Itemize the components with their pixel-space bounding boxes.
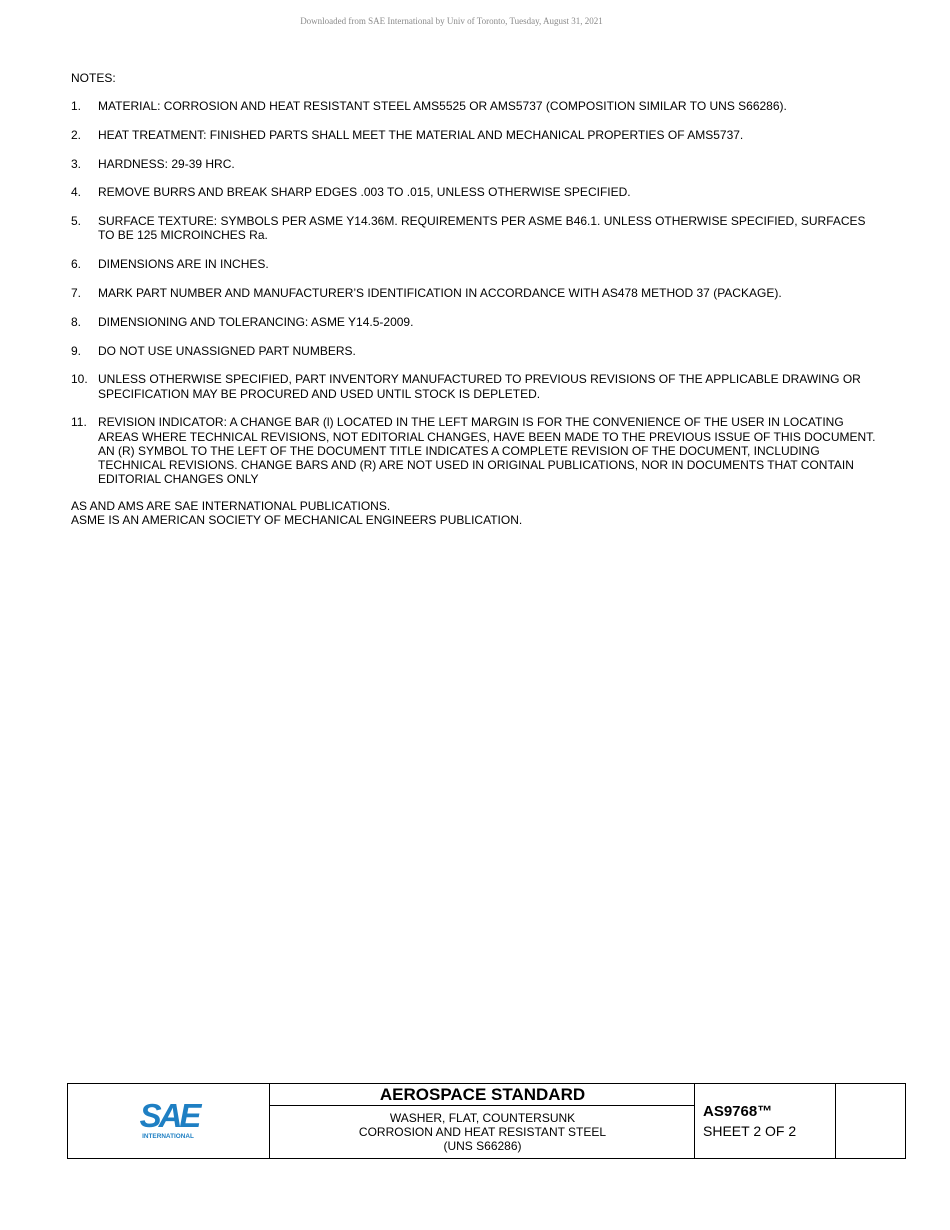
note-number: 9. bbox=[71, 343, 82, 358]
note-item bbox=[71, 128, 881, 142]
publication-notes bbox=[71, 499, 522, 527]
note-number: 5. bbox=[71, 214, 82, 229]
note-number: 8. bbox=[71, 314, 82, 329]
part-description bbox=[270, 1111, 695, 1153]
note-text: HEAT TREATMENT: FINISHED PARTS SHALL MEET THE MATERIAL AND MECHANICAL PROPERTIES OF AMS5737. bbox=[98, 127, 744, 142]
sae-logo bbox=[136, 1098, 206, 1142]
note-number: 6. bbox=[71, 257, 82, 272]
note-number: 1. bbox=[71, 99, 82, 113]
document-id: AS9768™ bbox=[703, 1103, 773, 1120]
note-number: 4. bbox=[71, 185, 82, 200]
note-item bbox=[71, 315, 881, 329]
note-item bbox=[71, 157, 881, 171]
standard-title: AEROSPACE STANDARD bbox=[379, 1085, 586, 1104]
note-text: REMOVE BURRS AND BREAK SHARP EDGES .003 TO .015, UNLESS OTHERWISE SPECIFIED. bbox=[98, 185, 631, 200]
note-item bbox=[71, 415, 881, 486]
part-description-line: (UNS S66286) bbox=[443, 1139, 522, 1153]
note-item bbox=[71, 344, 881, 358]
publication-note-asme: ASME IS AN AMERICAN SOCIETY OF MECHANICAL ENGINEERS PUBLICATION. bbox=[71, 513, 523, 528]
sheet-number: SHEET 2 OF 2 bbox=[703, 1123, 797, 1139]
note-text: DIMENSIONS ARE IN INCHES. bbox=[98, 257, 269, 272]
note-number: 2. bbox=[71, 127, 82, 142]
publication-note-sae: AS AND AMS ARE SAE INTERNATIONAL PUBLICATIONS. bbox=[71, 499, 391, 513]
note-text: REVISION INDICATOR: A CHANGE BAR (l) LOCATED IN THE LEFT MARGIN IS FOR THE CONVENIENCE OF THE USER IN LOCATING AREAS WHERE TECHNICAL REVISIONS, NOT EDITORIAL CHANGES, HAVE BEEN MADE TO THE PREVIOUS ISSUE OF THIS DOCUMENT. AN (R) SYMBOL TO THE LEFT OF THE DOCUMENT TITLE INDICATES A COMPLETE REVISION OF THE DOCUMENT, INCLUDING TECHNICAL REVISIONS. CHANGE BARS AND (R) ARE NOT USED IN ORIGINAL PUBLICATIONS, NOR IN DOCUMENTS THAT CONTAIN EDITORIAL CHANGES ONLY bbox=[98, 415, 876, 487]
note-text: MATERIAL: CORROSION AND HEAT RESISTANT STEEL AMS5525 OR AMS5737 (COMPOSITION SIMILAR TO UNS S66286). bbox=[98, 99, 787, 113]
part-description-line: WASHER, FLAT, COUNTERSUNK bbox=[389, 1111, 576, 1125]
note-text: HARDNESS: 29-39 HRC. bbox=[98, 156, 235, 171]
title-block-divider bbox=[835, 1084, 836, 1158]
note-text: DO NOT USE UNASSIGNED PART NUMBERS. bbox=[98, 343, 356, 358]
note-item bbox=[71, 185, 881, 199]
notes-list bbox=[71, 99, 881, 501]
sae-logo-subtext: INTERNATIONAL bbox=[142, 1133, 194, 1140]
note-item bbox=[71, 257, 881, 271]
note-number: 11. bbox=[71, 415, 87, 430]
note-text: SURFACE TEXTURE: SYMBOLS PER ASME Y14.36M. REQUIREMENTS PER ASME B46.1. UNLESS OTHERWISE SPECIFIED, SURFACES TO BE 125 MICROINCHES Ra. bbox=[98, 214, 866, 243]
note-item bbox=[71, 286, 881, 300]
sae-logo-wordmark: SAE bbox=[139, 1098, 199, 1134]
download-watermark: Downloaded from SAE International by Univ of Toronto, Tuesday, August 31, 2021 bbox=[300, 16, 603, 26]
note-text: MARK PART NUMBER AND MANUFACTURER’S IDENTIFICATION IN ACCORDANCE WITH AS478 METHOD 37 (PACKAGE). bbox=[98, 285, 782, 300]
notes-heading: NOTES: bbox=[71, 71, 116, 85]
note-number: 3. bbox=[71, 156, 82, 171]
note-item bbox=[71, 372, 881, 400]
title-block bbox=[67, 1083, 906, 1159]
part-description-line: CORROSION AND HEAT RESISTANT STEEL bbox=[358, 1125, 607, 1139]
note-text: DIMENSIONING AND TOLERANCING: ASME Y14.5-2009. bbox=[98, 314, 414, 329]
note-item bbox=[71, 214, 881, 242]
note-number: 10. bbox=[71, 372, 88, 387]
note-text: UNLESS OTHERWISE SPECIFIED, PART INVENTORY MANUFACTURED TO PREVIOUS REVISIONS OF THE APPLICABLE DRAWING OR SPECIFICATION MAY BE PROCURED AND USED UNTIL STOCK IS DEPLETED. bbox=[98, 372, 861, 401]
note-item bbox=[71, 99, 881, 113]
note-number: 7. bbox=[71, 285, 82, 300]
logo-cell bbox=[68, 1084, 269, 1158]
